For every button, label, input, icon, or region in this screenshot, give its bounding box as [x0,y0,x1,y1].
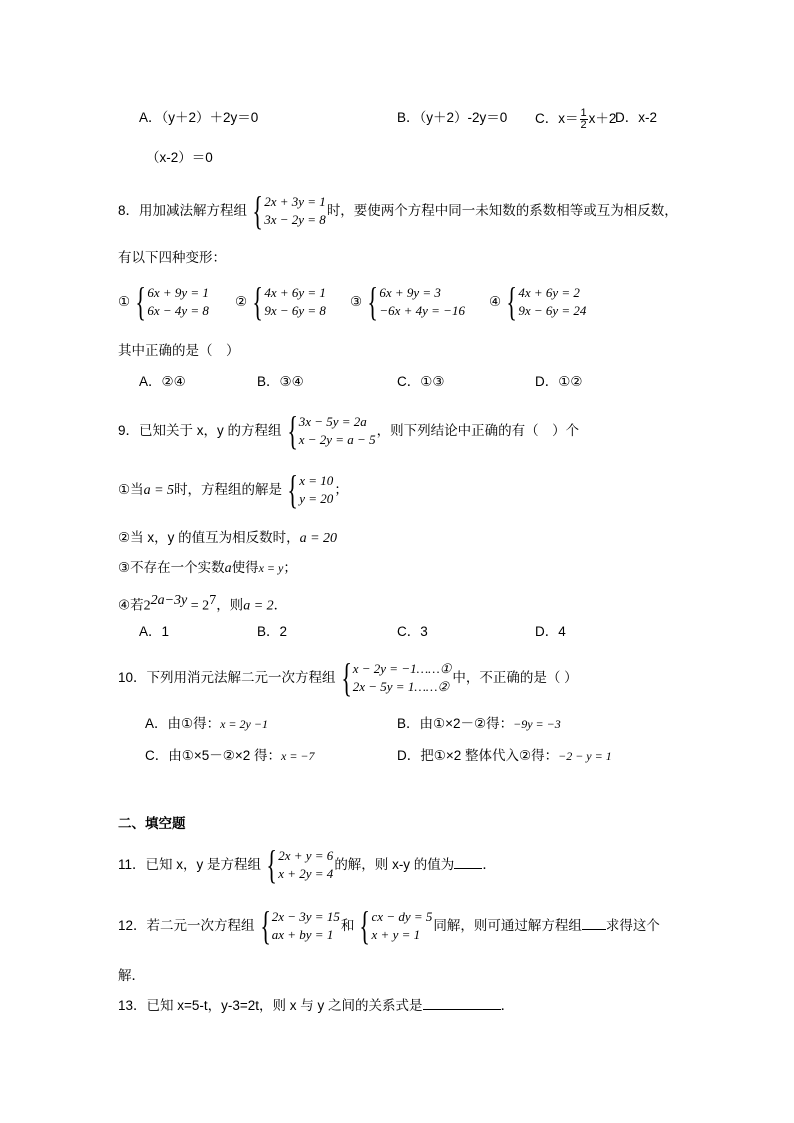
q9-s4-math: a = 2 [243,598,274,614]
q9-eq1: 3x − 5y = 2a [298,414,367,430]
q10-c-math: x = −7 [281,749,315,763]
brace: { [252,279,263,325]
brace: { [286,408,298,454]
q13-question [118,996,514,1016]
q12-sysA-eq1: 2x − 3y = 15 [271,909,340,925]
brace: { [287,467,298,513]
q8-suffix: 时，要使两个方程中同一未知数的系数相等或互为相反数， [326,203,678,218]
q7-fraction [580,108,588,131]
q9-s4-base: 2 [143,598,151,614]
q12-question [118,903,660,949]
q13-text: 13．已知 x=5-t，y-3=2t，则 x 与 y 之间的关系式是 [118,998,423,1013]
q8-variant-1 [118,279,210,325]
brace: { [367,279,378,325]
q8-intro: 8．用加减法解方程组 [118,203,248,218]
brace: { [506,279,517,325]
q8-option-c: C．①③ [397,374,445,389]
q7-option-d: D．x-2 [615,110,658,125]
q9-s3-var: a [224,561,232,576]
q9-s1-mid: 时，方程组的解是 [174,482,283,497]
q13-answer-blank[interactable] [423,996,501,1010]
q9-s3-math: x = y [258,561,284,575]
q10-a-math: x = 2y −1 [220,717,268,731]
q7-option-c-prefix: C．x＝ [535,111,579,127]
q10-d-math: −2 − y = 1 [558,749,612,763]
q9-s1-eq1: x = 10 [299,473,334,489]
brace: { [135,279,146,325]
q10-suffix: 中，不正确的是（ ） [452,670,578,685]
q11-question [118,842,496,888]
q11-eq2: x + 2y = 4 [278,866,334,882]
q12-suffix: 同解，则可通过解方程组 [433,918,582,933]
q12-and: 和 [340,918,355,933]
q7-option-a: A．（y＋2）＋2y＝0 [139,110,259,125]
q9-s3-end: ； [283,560,297,575]
q9-s2-math: a = 20 [299,531,338,546]
q12-sysA-eq2: ax + by = 1 [271,927,334,943]
q9-eq2: x − 2y = a − 5 [298,432,376,448]
q8-variant-2 [235,279,327,325]
q9-s1-end: ； [334,482,348,497]
q8-eq2: 3x − 2y = 8 [264,212,326,228]
q7-option-d-continued: （x-2）＝0 [146,150,213,165]
q10-eq2: 2x − 5y = 1……② [352,679,450,695]
q12-prefix: 12．若二元一次方程组 [118,918,255,933]
q10-option-d [397,746,612,766]
q11-suffix: 的解，则 x-y 的值为 [334,857,455,872]
q8-variant-2-eq1: 4x + 6y = 1 [264,285,326,301]
q10-b-prefix: B．由①×2－②得： [397,716,514,731]
q9-statement-4 [118,591,287,617]
q10-d-prefix: D．把①×2 整体代入②得： [397,748,559,763]
q11-eq1: 2x + y = 6 [278,848,334,864]
q7-option-c-rest: x＋2 [588,111,617,127]
q9-s4-exponent: 2a−3y [150,593,188,608]
q9-option-c: C．3 [397,624,428,639]
q12-line2: 解． [118,968,145,983]
q8-option-b: B．③④ [257,374,304,389]
q10-a-prefix: A．由①得： [145,716,221,731]
q10-c-prefix: C．由①×5－②×2 得： [145,748,281,763]
q9-statement-3 [118,558,297,579]
brace: { [266,842,277,888]
q10-b-math: −9y = −3 [513,717,561,731]
q9-s1-eq2: y = 20 [299,491,334,507]
q9-option-b: B．2 [257,624,288,639]
q11-prefix: 11．已知 x，y 是方程组 [118,857,262,872]
q8-variant-3-eq2: −6x + 4y = −16 [379,303,465,319]
q9-s2-prefix: ②当 x，y 的值互为相反数时， [118,530,300,545]
q11-end: ． [482,857,496,872]
q12-sysB-eq1: cx − dy = 5 [371,909,433,925]
q9-s3-prefix: ③不存在一个实数 [118,560,225,575]
q10-option-c [145,746,315,766]
q10-option-a [145,714,268,734]
q9-s4-prefix: ④若 [118,597,144,613]
q9-option-d: D．4 [535,624,566,639]
q8-line2: 有以下四种变形： [118,250,226,265]
brace: { [340,655,352,701]
q9-s4-mid: ，则 [216,597,244,613]
q8-variant-1-mark: ① [118,294,131,309]
q10-intro: 10．下列用消元法解二元一次方程组 [118,670,336,685]
q9-statement-1 [118,467,348,513]
q8-option-a: A．②④ [139,374,186,389]
q8-variant-3-mark: ③ [350,294,363,309]
q8-variant-3-eq1: 6x + 9y = 3 [379,285,441,301]
q8-eq1: 2x + 3y = 1 [264,194,326,210]
brace: { [252,188,263,234]
q8-variant-3 [350,279,466,325]
q7-option-b: B．（y＋2）-2y＝0 [397,110,508,125]
q10-question [118,655,578,701]
q8-option-d: D．①② [535,374,583,389]
q8-variant-2-mark: ② [235,294,248,309]
q8-question [118,188,678,234]
brace: { [259,903,271,949]
q11-answer-blank[interactable] [454,855,482,869]
q9-s1-prefix: ①当 [118,482,144,497]
q9-intro: 9．已知关于 x，y 的方程组 [118,423,282,438]
q12-answer-blank[interactable] [582,916,606,930]
q12-sysB-eq2: x + y = 1 [371,927,421,943]
q9-s4-eq: = 2 [187,598,210,614]
q8-variant-2-eq2: 9x − 6y = 8 [264,303,326,319]
q8-prompt: 其中正确的是（ ） [118,343,240,358]
brace: { [359,903,371,949]
q9-option-a: A．1 [139,624,170,639]
q9-s1-var: a = 5 [143,483,175,498]
q9-s4-exponent2: 7 [209,593,217,608]
q8-system [248,188,326,234]
q10-eq1: x − 2y = −1……① [352,661,452,677]
q8-variant-4-eq1: 4x + 6y = 2 [518,285,580,301]
q10-option-b [397,714,561,734]
q9-s3-mid: 使得 [231,560,259,575]
q8-variant-4 [489,279,587,325]
q9-suffix: ，则下列结论中正确的有（ ）个 [376,423,580,438]
q7-fraction-den: 2 [580,119,587,131]
q8-variant-1-eq1: 6x + 9y = 1 [147,285,209,301]
q7-fraction-num: 1 [580,107,587,119]
q9-s4-end: ． [273,597,288,613]
q9-question [118,408,580,454]
q12-suffix2: 求得这个 [605,918,660,933]
section-heading-fill-blank: 二、填空题 [118,816,186,831]
q8-variant-1-eq2: 6x − 4y = 8 [147,303,209,319]
q8-variant-4-mark: ④ [489,294,502,309]
q13-end: ． [500,998,515,1013]
q9-statement-2 [118,528,337,549]
q7-option-c [535,108,616,131]
q8-variant-4-eq2: 9x − 6y = 24 [518,303,587,319]
